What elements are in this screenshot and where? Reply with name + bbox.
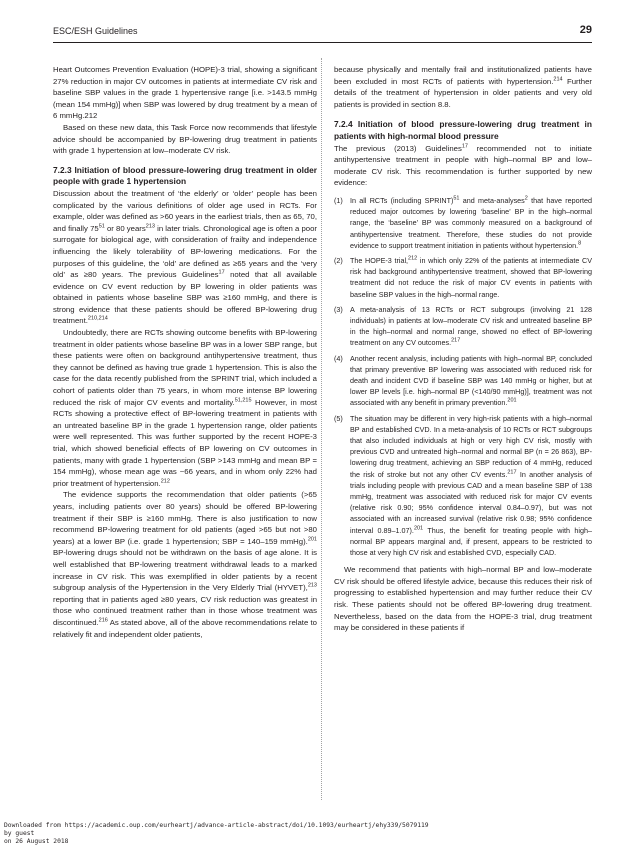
list-item-text: In all RCTs (including SPRINT)$^{51}$ and meta-analyses$^2$ that have reported reduced major outcomes by lowering ‘baseline’ BP in the high–normal range, the ‘baseline’ BP was commonly measured on a background of antihypertensive treatment. Therefore, these studies do not provide evidence to support treatment initiation in patients without hypertension.$^8$ [350,195,592,250]
citation-superscript: 201 [507,398,517,404]
list-item-number: (2) [334,255,343,265]
list-item-number: (3) [334,304,343,314]
citation-superscript: 212 [160,478,170,485]
download-line: Downloaded from https://academic.oup.com/eurheartj/advance-article-abstract/doi/10.1093/eurheartj/ehy339/5079119 [4,822,429,829]
paragraph: Undoubtedly, there are RCTs showing outcome benefits with BP-lowering treatment in older patients whose baseline BP was in a lower SBP range, but these patients were often on background antihypertensive treatment, thus they cannot be defined as having true grade 1 hypertension. This is also the case for the data recently published from the SPRINT trial, which included a cohort of patients older than 75 years, in whom more intense BP lowering reduced the risk of major CV events and mortality.$^{51,215}$ However, in most RCTs showing a protective effect of BP-lowering treatment in patients with an untreated baseline BP in the grade 1 hypertension range, older patients were well represented. This was further supported by the recent HOPE-3 trial, which showed beneficial effects of BP lowering on CV outcomes in patients, many with grade 1 hypertension (SBP >143 mmHg and mean BP = 154 mmHg), whose mean age was ~66 years, and in whom only 22% had prior treatment of hypertension.$^{212}$ [53,328,318,488]
citation-superscript: 217 [507,469,517,476]
download-line: by guest [4,830,35,837]
citation-superscript: 213 [307,582,317,589]
paragraph: The evidence supports the recommendation that older patients (>65 years, including patients over 80 years) should be offered BP-lowering treatment if their SBP is ≥160 mmHg. There is also justification to now recommend BP-lowering treatment for old patients (aged >65 but not >80 years) at a lower BP (i.e. grade 1 hypertension; SBP = 140–159 mmHg).$^{201}$ BP-lowering drugs should not be withdrawn on the basis of age alone. It is well established that BP-lowering treatment withdrawal leads to a marked increase in CV risk. This was exemplified in older patients by a recent subgroup analysis of the Hypertension in the Very Elderly Trial (HYVET),$^{213}$ reporting that in patients aged ≥80 years, CV risk reduction was greatest in those who continued treatment rather than in those whose treatment was discontinued.$^{216}$ As stated above, all of the above recommendations relate to relatively fit and independent older patients, [53,490,317,639]
list-item-text: The HOPE-3 trial,$^{212}$ in which only 22% of the patients at intermediate CV risk had background antihypertensive treatment, showed that BP-lowering treatment did not reduce the risk of major CV events in patients with baseline SBP values in the high–normal range. [350,255,593,299]
list-item-number: (4) [334,353,343,363]
citation-superscript: 51,215 [234,397,252,404]
citation-superscript: 51 [98,223,105,230]
download-notice [4,822,429,846]
section-heading-7-2-4: 7.2.4 Initiation of blood pressure-lowering drug treatment in patients with high-normal blood pressure [334,119,592,141]
citation-superscript: 217 [451,337,461,344]
list-item-text: A meta-analysis of 13 RCTs or RCT subgroups (involving 21 128 individuals) in patients at low–moderate CV risk and untreated baseline BP in the high–normal and normal range, showed no effect of BP-lowering treatment on any CV outcomes.$^{217}$ [350,304,592,348]
paragraph: because physically and mentally frail and institutionalized patients have been excluded in most RCTs of patients with hypertension.$^{214}$ Further details of the treatment of hypertension in older patients and very old patients is provided in section 8.8. [334,65,592,109]
citation-superscript: 213 [145,223,155,230]
list-item [334,413,592,559]
citation-superscript: 17 [218,269,225,276]
paragraph: We recommend that patients with high–normal BP and low–moderate CV risk should be offered lifestyle advice, because this reduces their risk of progressing to established hypertension and may further reduce their CV risk. These patients should not be offered BP-lowering drug treatment. Nevertheless, based on the data from the HOPE-3 trial, drug treatment may be considered in these patients if [334,565,592,633]
list-item-number: (5) [334,413,343,423]
list-item-number: (1) [334,195,343,205]
column-divider [321,58,322,800]
list-item [334,255,592,300]
citation-superscript: 212 [408,255,418,262]
right-column [334,64,592,634]
page-number: 29 [579,24,592,36]
list-item [334,304,592,349]
running-header-title: ESC/ESH Guidelines [53,26,138,36]
list-item [334,353,592,409]
citation-superscript: 51 [453,195,460,202]
citation-superscript: 210,214 [87,315,108,322]
paragraph: The previous (2013) Guidelines$^{17}$ recommended not to initiate antihypertensive treatment in people with high–normal BP and low–moderate CV risk. This recommendation is further supported by new evidence: [334,142,592,188]
citation-superscript: 17 [461,142,468,149]
section-heading-7-2-3: 7.2.3 Initiation of blood pressure-lowering drug treatment in older people with grade 1 hypertension [53,164,317,187]
citation-superscript: 2 [524,195,528,202]
citation-superscript: 201 [413,525,424,532]
citation-superscript: 8 [578,240,582,247]
citation-superscript: 201 [307,536,317,543]
evidence-list [334,195,592,558]
list-item-text: The situation may be different in very high-risk patients with a high–normal BP and established CVD. In a meta-analysis of 10 RCTs or RCT subgroups that also included individuals at high or very high CV risk, mostly with previous CVD and untreated high–normal and normal BP (n = 26 863), BP-lowering drug treatment, achieving an SBP reduction of 4 mmHg, reduced the risk of stroke but not any other CV events.$^{217}$ In another analysis of trials including people with previous CAD and a mean baseline SBP of 138 mmHg, treatment was associated with reduced risk for major CV events (relative risk 0.90; 95% confidence interval 0.84–0.97), but was not associated with an increased survival (relative risk 0.98; 95% confidence interval 0.89–1.07).$^{201}$ Thus, the benefit for treating people with high–normal BP appears marginal and, if present, appears to be restricted to those at very high CV risk and established CVD, especially CAD. [350,413,592,558]
header-rule [53,42,592,43]
list-item-text: Another recent analysis, including patients with high–normal BP, concluded that primary preventive BP lowering was associated with reduced risk for death and incident CVD if baseline SBP was 140 mmHg or higher, but at lower BP levels [i.e. high–normal BP (<140/90 mmHg)], treatment was not associated with any benefit in primary prevention.$^{201}$ [350,353,592,408]
paragraph: Discussion about the treatment of ‘the elderly’ or ‘older’ people has been complicated by the various definitions of older age used in RCTs. For example, older was defined as >60 years in the earliest trials, then as 65, 70, and finally $75^{51}$ or 80 years$^{213}$ in later trials. Chronological age is often a poor surrogate for biological age, with consideration of frailty and independence influencing the likely tolerability of BP-lowering medications. For the purposes of this guideline, the ‘old’ are defined as ≥65 years and the ‘very old’ as ≥80 years. The previous Guidelines$^{17}$ noted that all available evidence on CV event reduction by BP lowering in older patients was obtained in patients whose baseline SBP was ≥160 mmHg, and there is strong evidence that these patients should be offered BP-lowering drug treatment.$^{210,214}$ [53,188,317,326]
paragraph: Based on these new data, this Task Force now recommends that lifestyle advice should be accompanied by BP-lowering drug treatment in patients with grade 1 hypertension at low–moderate CV risk. [53,122,317,156]
download-line: on 26 August 2018 [4,838,69,845]
list-item [334,195,592,251]
paragraph: Heart Outcomes Prevention Evaluation (HOPE)-3 trial, showing a significant 27% reduction in major CV outcomes in patients at intermediate CV risk and baseline SBP values in the grade 1 hypertensive range [i.e. >143.5 mmHg (mean 154 mmHg)] when SBP was lowered by drug treatment by a mean of 6 mmHg.212 [53,65,317,121]
citation-superscript: 216 [98,617,108,624]
citation-superscript: 214 [553,76,563,83]
left-column [53,64,317,640]
